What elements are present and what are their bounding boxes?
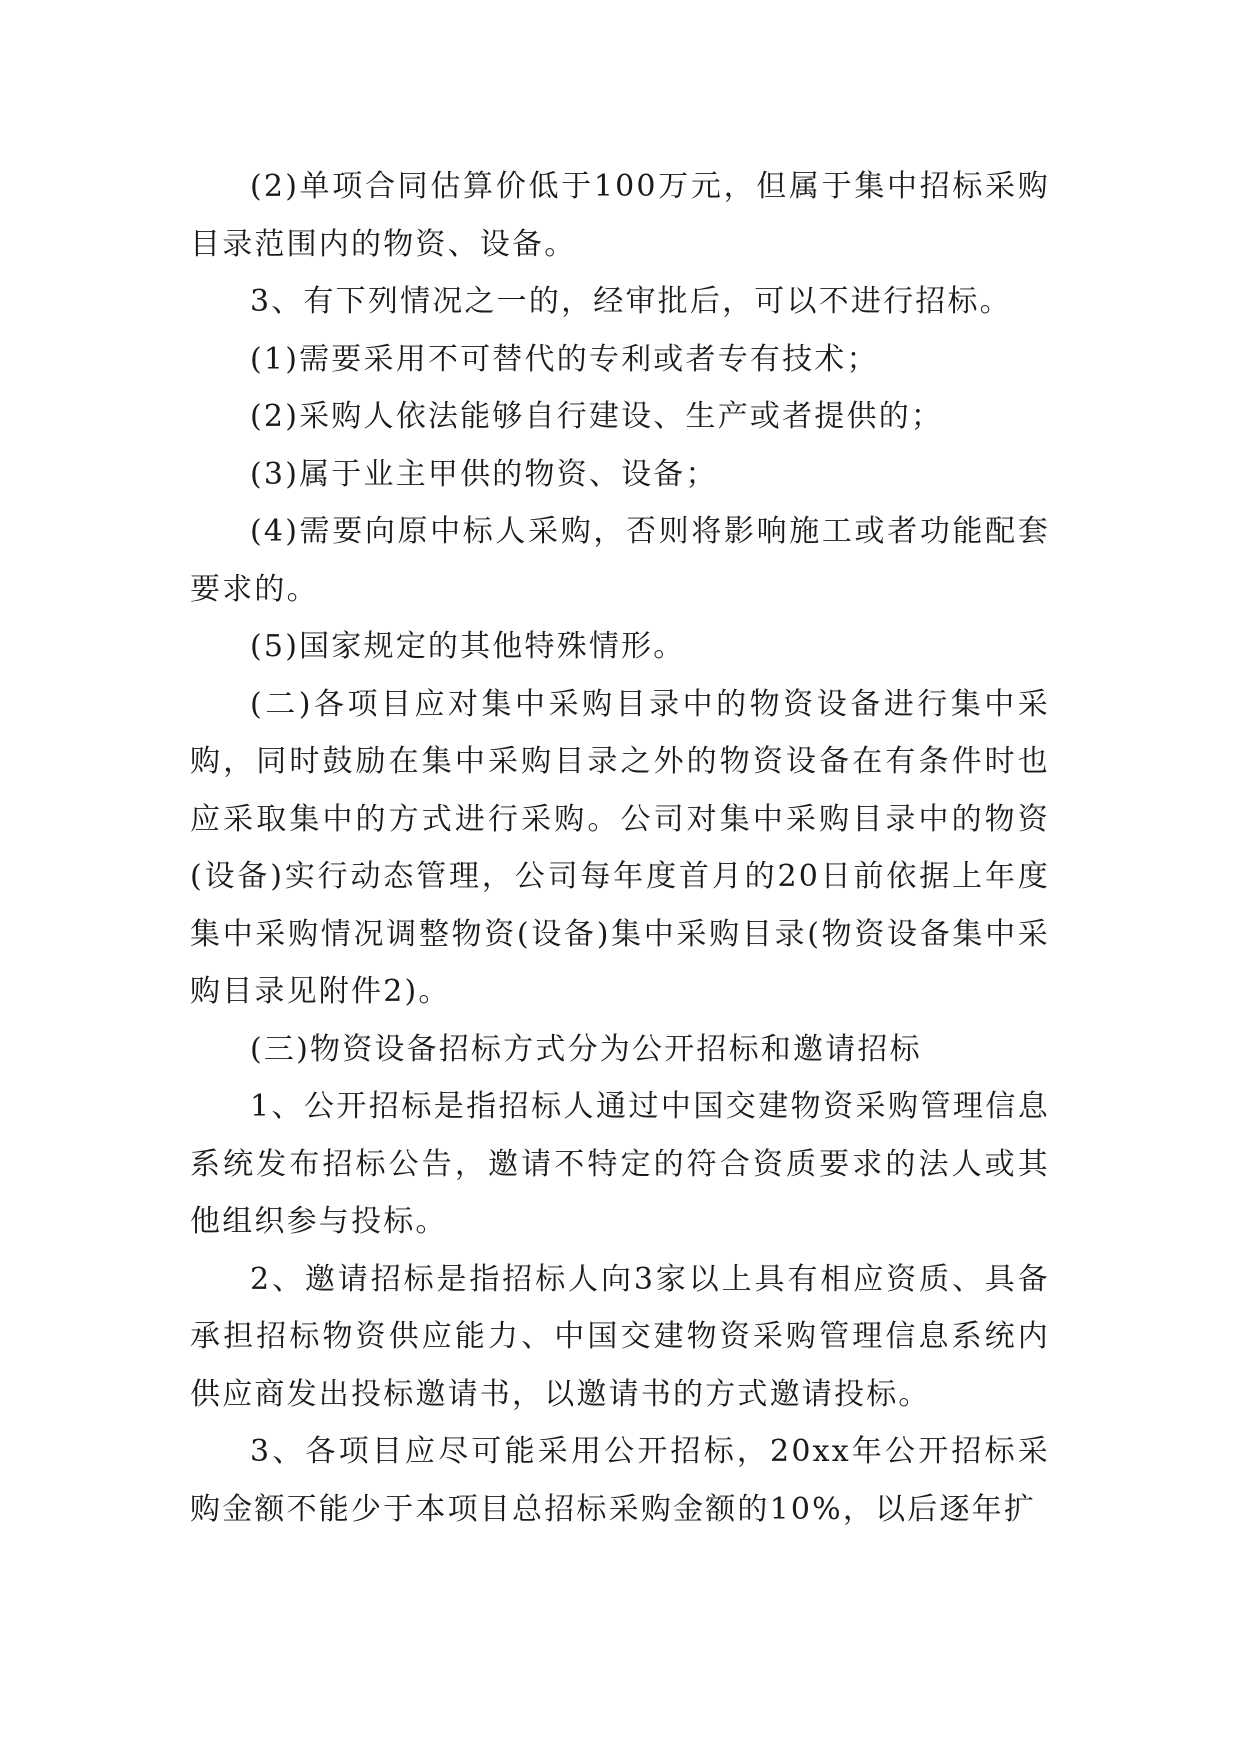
paragraph: (4)需要向原中标人采购，否则将影响施工或者功能配套要求的。: [190, 514, 1050, 607]
paragraph: (二)各项目应对集中采购目录中的物资设备进行集中采购，同时鼓励在集中采购目录之外的物资设备在有条件时也应采取集中的方式进行采购。公司对集中采购目录中的物资(设备)实行动态管理，公司每年度首月的20日前依据上年度集中采购情况调整物资(设备)集中采购目录(物资设备集中采购目录见附件2)。: [190, 686, 1050, 1009]
paragraph: (2)单项合同估算价低于100万元，但属于集中招标采购目录范围内的物资、设备。: [190, 169, 1050, 262]
paragraph: (2)采购人依法能够自行建设、生产或者提供的；: [250, 399, 944, 434]
paragraph: (三)物资设备招标方式分为公开招标和邀请招标: [250, 1031, 922, 1067]
paragraph: 2、邀请招标是指招标人向3家以上具有相应资质、具备承担招标物资供应能力、中国交建物资采购管理信息系统内供应商发出投标邀请书，以邀请书的方式邀请投标。: [190, 1261, 1050, 1412]
paragraph: (1)需要采用不可替代的专利或者专有技术；: [250, 341, 879, 377]
document-body: [190, 158, 1050, 1538]
paragraph: (3)属于业主甲供的物资、设备；: [250, 456, 718, 492]
paragraph: (5)国家规定的其他特殊情形。: [250, 629, 686, 664]
paragraph: 1、公开招标是指招标人通过中国交建物资采购管理信息系统发布招标公告，邀请不特定的符合资质要求的法人或其他组织参与投标。: [190, 1089, 1050, 1239]
paragraph: 3、各项目应尽可能采用公开招标，20xx年公开招标采购金额不能少于本项目总招标采购金额的10%，以后逐年扩: [190, 1434, 1050, 1527]
paragraph: 3、有下列情况之一的，经审批后，可以不进行招标。: [250, 284, 1012, 319]
